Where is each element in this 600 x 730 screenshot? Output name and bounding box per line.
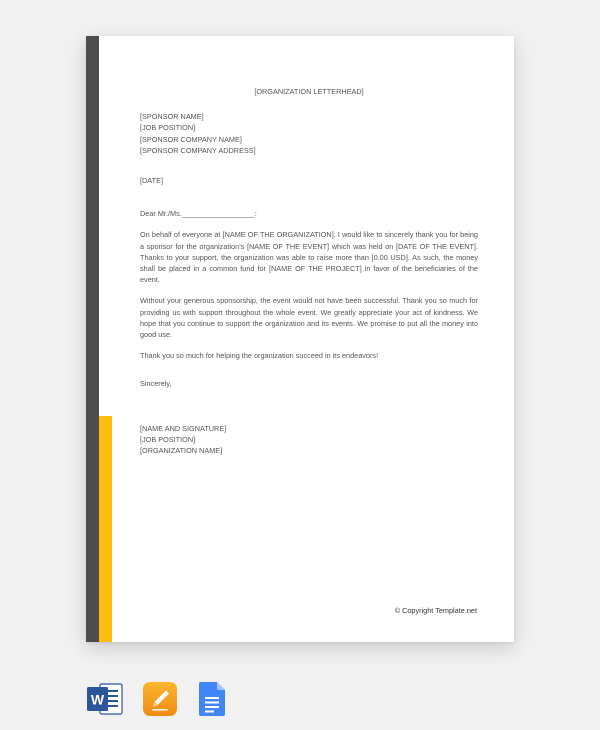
copyright-notice: © Copyright Template.net [394,606,477,615]
salutation: Dear Mr./Ms.__________________: [140,209,257,219]
paragraph-appreciation: Without your generous sponsorship, the event would not have been successful. Thank you so much for providing us with support throughout the whole event. We greatly appreciate your act of kindness. We hope that you continue to support the organization and its events. We promise to put all the money into good use. [140,296,478,340]
sponsor-name: [SPONSOR NAME] [140,112,204,122]
signer-job-position: [JOB POSITION] [140,434,196,444]
closing: Sincerely, [140,379,172,389]
pages-icon[interactable] [142,681,178,722]
signer-organization: [ORGANIZATION NAME] [140,446,223,456]
letter-body [140,86,478,456]
letterhead: [ORGANIZATION LETTERHEAD] [254,87,364,96]
sponsor-address-block [140,111,478,156]
dark-side-bar [86,36,99,642]
sponsor-company-address: [SPONSOR COMPANY ADDRESS] [140,145,256,155]
letter-date: [DATE] [140,176,163,186]
paragraph-closing-thanks: Thank you so much for helping the organization succeed in its endeavors! [140,351,379,361]
signature-block [140,423,478,457]
sponsor-company-name: [SPONSOR COMPANY NAME] [140,134,242,144]
signer-name: [NAME AND SIGNATURE] [140,423,227,433]
yellow-side-bar [99,416,112,642]
svg-text:W: W [90,691,105,708]
google-docs-icon[interactable] [198,681,226,722]
paragraph-thanks: On behalf of everyone at [NAME OF THE ORGANIZATION], I would like to sincerely thank you for being a sponsor for the organization’s [NAME OF THE EVENT] which was held on [DATE OF THE EVENT]. Thanks to your support, the organization was able to raise more than [0.00 USD]. As such, the money shall be placed in a common fund for [NAME OF THE PROJECT] in favor of the beneficiaries of the event. [140,230,478,285]
word-icon[interactable] [86,681,123,722]
sponsor-job-position: [JOB POSITION] [140,123,196,133]
letter-document [86,36,514,642]
